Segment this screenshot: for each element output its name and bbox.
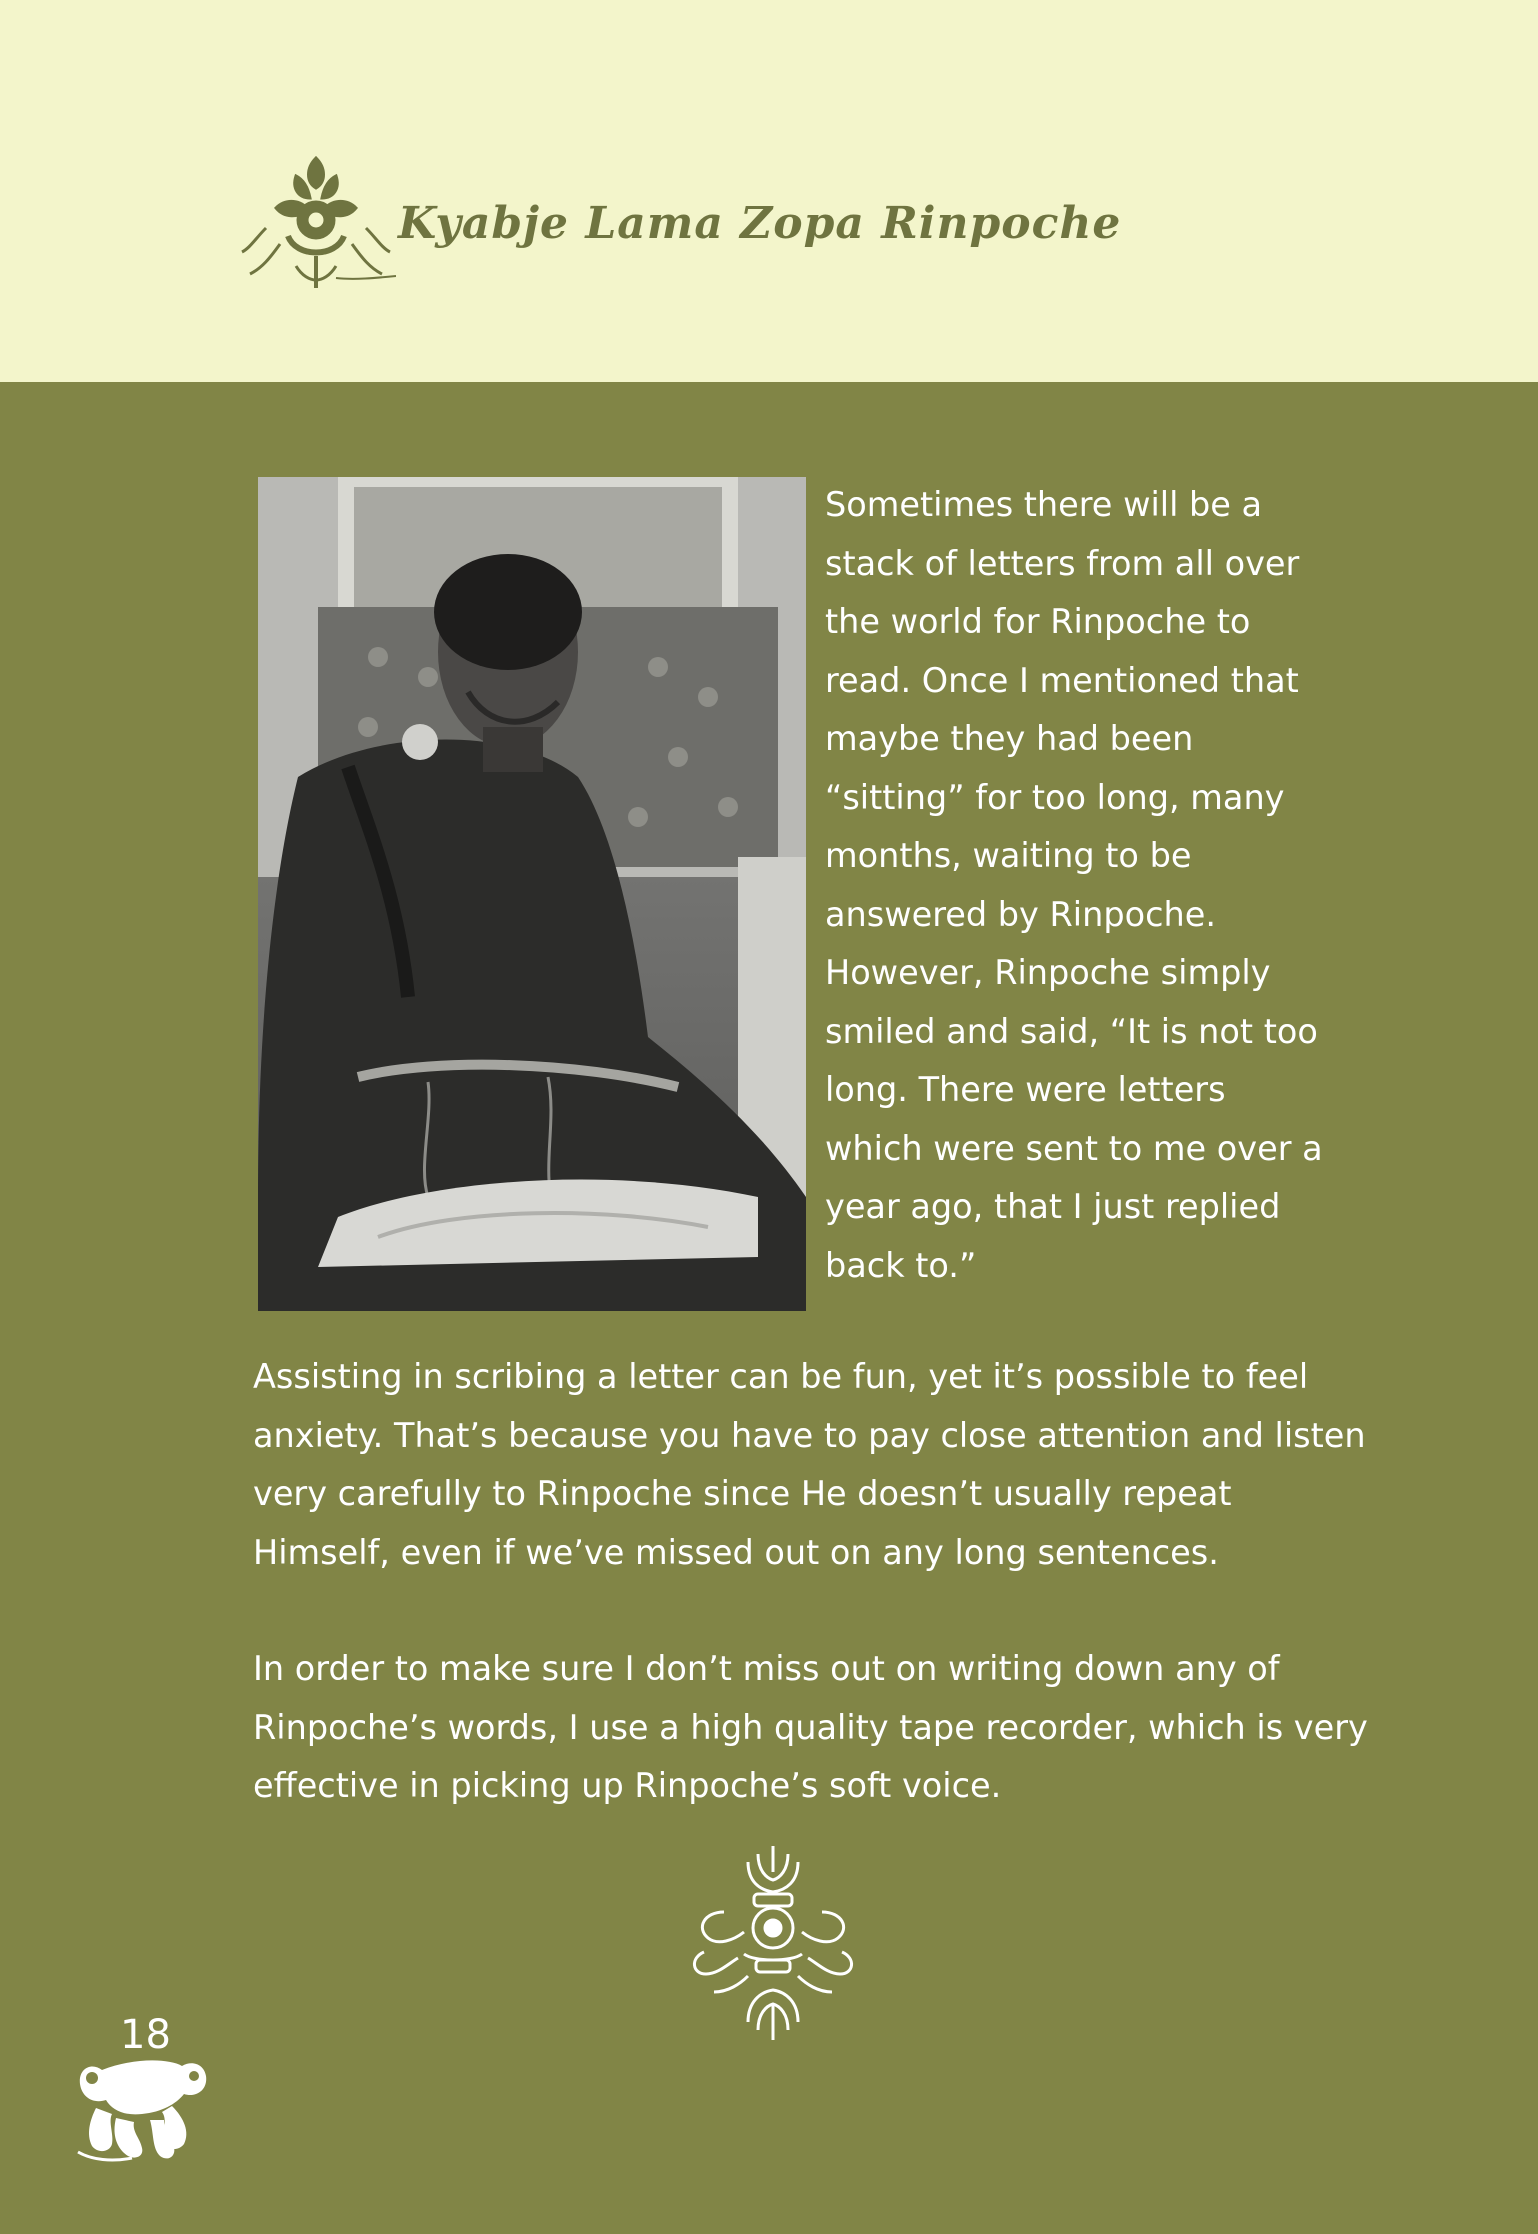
side-text-line: Sometimes there will be a: [825, 485, 1263, 524]
side-text-line: months, waiting to be: [825, 836, 1192, 875]
side-text-line: back to.”: [825, 1245, 977, 1285]
side-text-line: read. Once I mentioned that: [825, 660, 1299, 700]
side-text-line: maybe they had been: [825, 719, 1194, 758]
side-text-line: which were sent to me over a: [825, 1128, 1323, 1168]
paragraph-line: In order to make sure I don’t miss out on writing down any of: [253, 1649, 1280, 1688]
header-band: [0, 0, 1538, 382]
side-text-line: answered by Rinpoche.: [825, 894, 1217, 934]
paragraph-line: Assisting in scribing a letter can be fun, yet it’s possible to feel: [253, 1357, 1309, 1396]
side-text-line: “sitting” for too long, many: [825, 777, 1285, 817]
monk-photo-image: [258, 477, 806, 1311]
paragraph-2: [253, 1640, 1368, 1816]
side-text: [825, 476, 1323, 1295]
side-text-line: stack of letters from all over: [825, 543, 1300, 583]
side-text-line: long. There were letters: [825, 1070, 1226, 1109]
side-text-line: the world for Rinpoche to: [825, 602, 1251, 641]
vajra-ornament-icon: [684, 1842, 862, 2042]
snow-lion-icon: [72, 2048, 212, 2166]
lotus-flower-icon: [236, 148, 396, 293]
header-title: Kyabje Lama Zopa Rinpoche: [398, 198, 1122, 249]
paragraph-line: Himself, even if we’ve missed out on any long sentences.: [253, 1532, 1219, 1572]
side-text-line: However, Rinpoche simply: [825, 953, 1271, 992]
monk-photo: [258, 477, 806, 1311]
paragraph-line: very carefully to Rinpoche since He doesn’t usually repeat: [253, 1474, 1232, 1513]
paragraph-line: anxiety. That’s because you have to pay close attention and listen: [253, 1415, 1366, 1455]
paragraph-1: [253, 1348, 1366, 1582]
page-number: 18: [120, 2012, 171, 2058]
side-text-line: year ago, that I just replied: [825, 1187, 1281, 1226]
paragraph-line: Rinpoche’s words, I use a high quality tape recorder, which is very: [253, 1707, 1368, 1747]
paragraph-line: effective in picking up Rinpoche’s soft voice.: [253, 1766, 1002, 1805]
side-text-line: smiled and said, “It is not too: [825, 1011, 1318, 1051]
